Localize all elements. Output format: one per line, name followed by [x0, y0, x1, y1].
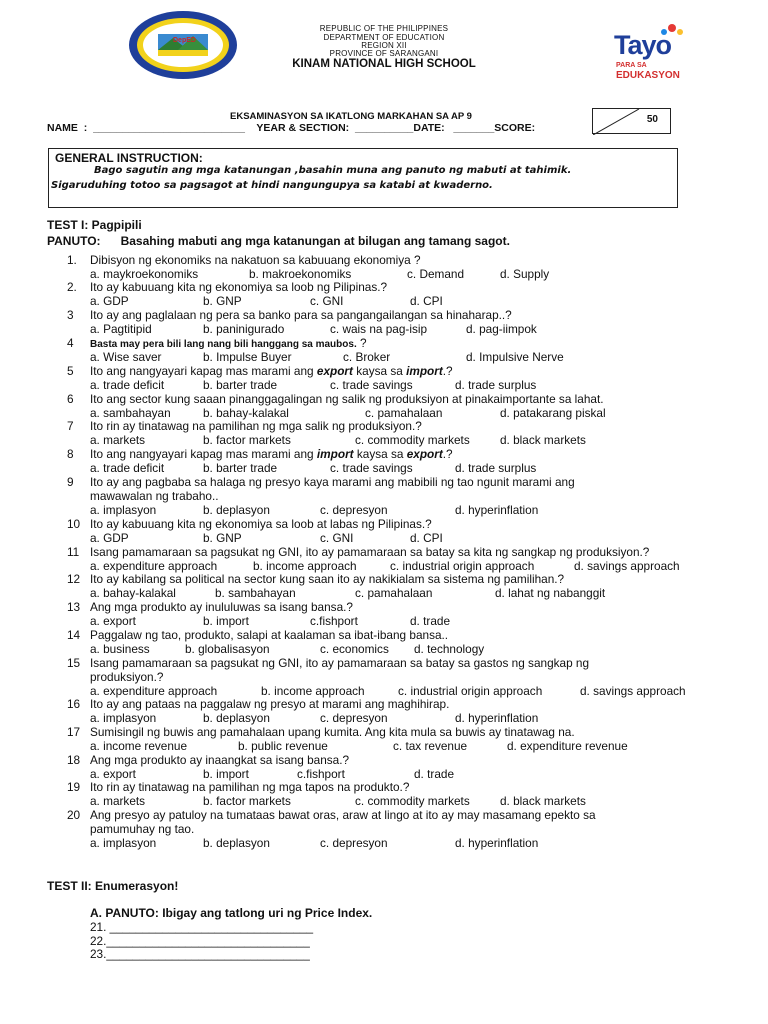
q19-option-b[interactable]: b. factor markets: [203, 794, 291, 808]
q12-option-b[interactable]: b. sambahayan: [215, 586, 296, 600]
q2-option-a[interactable]: a. GDP: [90, 294, 129, 308]
q17-option-d[interactable]: d. expenditure revenue: [507, 739, 628, 753]
q19-option-a[interactable]: a. markets: [90, 794, 146, 808]
q1-option-d[interactable]: d. Supply: [500, 267, 550, 281]
header-region: REGION XII: [361, 41, 407, 50]
instruction-line-2: Sigaruduhing totoo sa pagsagot at hindi nangungupya sa katabi at kwaderno.: [51, 180, 493, 191]
q4-option-c[interactable]: c. Broker: [343, 350, 391, 364]
q20-option-b[interactable]: b. deplasyon: [203, 836, 270, 850]
q13-option-a[interactable]: a. export: [90, 614, 136, 628]
q16-option-d[interactable]: d. hyperinflation: [455, 711, 539, 725]
q2-option-b[interactable]: b. GNP: [203, 294, 242, 308]
test2-title: TEST II: Enumerasyon!: [47, 879, 179, 893]
question-11: 11 Isang pamamaraan sa pagsukat ng GNI, ito ay pamamaraan sa batay sa kita ng sangkap ng produksiyon.?: [67, 545, 650, 559]
q19-option-c[interactable]: c. commodity markets: [355, 794, 470, 808]
q15-option-a[interactable]: a. expenditure approach: [90, 684, 218, 698]
q4-option-d[interactable]: d. Impulsive Nerve: [466, 350, 564, 364]
question-1: 1. Dibisyon ng ekonomiks na nakatuon sa kabuuang ekonomiya ?: [67, 253, 421, 267]
q8-option-b[interactable]: b. barter trade: [203, 461, 278, 475]
q3-option-d[interactable]: d. pag-iimpok: [466, 322, 537, 336]
q12-option-c[interactable]: c. pamahalaan: [355, 586, 433, 600]
question-3: 3 Ito ay ang paglalaan ng pera sa banko para sa pangangailangan sa hinaharap..?: [67, 308, 512, 322]
instruction-line-1: Bago sagutin ang mga katanungan ,basahin muna ang panuto ng mabuti at tahimik.: [94, 165, 572, 176]
question-12: 12 Ito ay kabilang sa political na sector kung saan ito ay nakikialam sa sistema ng pamilihan.?: [67, 572, 565, 586]
logo-sub2-text: EDUKASYON: [616, 70, 680, 81]
question-2: 2. Ito ay kabuuang kita ng ekonomiya sa loob ng Pilipinas.?: [67, 280, 388, 294]
q15-option-d[interactable]: d. savings approach: [580, 684, 686, 698]
q9-option-d[interactable]: d. hyperinflation: [455, 503, 539, 517]
question-15-cont: produksiyon.?: [90, 670, 164, 684]
question-10: 10 Ito ay kabuuang kita ng ekonomiya sa loob at labas ng Pilipinas.?: [67, 517, 432, 531]
answer-line-21[interactable]: 21. _______________________________: [90, 920, 314, 934]
q15-option-b[interactable]: b. income approach: [261, 684, 365, 698]
question-9: 9 Ito ay ang pagbaba sa halaga ng presyo kaya marami ang mabibili ng tao ngunit marami ang: [67, 475, 575, 489]
q10-option-a[interactable]: a. GDP: [90, 531, 129, 545]
instruction-title: GENERAL INSTRUCTION:: [55, 151, 203, 165]
q4-option-a[interactable]: a. Wise saver: [90, 350, 162, 364]
q4-option-b[interactable]: b. Impulse Buyer: [203, 350, 292, 364]
q11-option-b[interactable]: b. income approach: [253, 559, 357, 573]
q7-option-d[interactable]: d. black markets: [500, 433, 586, 447]
question-15: 15 Isang pamamaraan sa pagsukat ng GNI, ito ay pamamaraan sa batay sa gastos ng sangkap ng: [67, 656, 590, 670]
answer-line-23[interactable]: 23._______________________________: [90, 947, 310, 961]
q1-option-c[interactable]: c. Demand: [407, 267, 465, 281]
seal-text: DepED: [173, 37, 196, 44]
q11-option-d[interactable]: d. savings approach: [574, 559, 680, 573]
q6-option-b[interactable]: b. bahay-kalakal: [203, 406, 289, 420]
header-province: PROVINCE OF SARANGANI: [329, 49, 439, 58]
q7-option-b[interactable]: b. factor markets: [203, 433, 291, 447]
q10-option-c[interactable]: c. GNI: [320, 531, 354, 545]
q16-option-b[interactable]: b. deplasyon: [203, 711, 270, 725]
q2-option-c[interactable]: c. GNI: [310, 294, 344, 308]
q18-option-c[interactable]: c.fishport: [297, 767, 345, 781]
question-5: 5 Ito ang nangyayari kapag mas marami ang export kaysa sa import.?: [67, 364, 453, 378]
q2-option-d[interactable]: d. CPI: [410, 294, 443, 308]
q15-option-c[interactable]: c. industrial origin approach: [398, 684, 543, 698]
q13-option-c[interactable]: c.fishport: [310, 614, 358, 628]
question-4: 4 Basta may pera bili lang nang bili hanggang sa maubos. ?: [67, 336, 367, 350]
q12-option-a[interactable]: a. bahay-kalakal: [90, 586, 176, 600]
q9-option-c[interactable]: c. depresyon: [320, 503, 388, 517]
q5-option-a[interactable]: a. trade deficit: [90, 378, 165, 392]
q19-option-d[interactable]: d. black markets: [500, 794, 586, 808]
q13-option-b[interactable]: b. import: [203, 614, 249, 628]
q6-option-a[interactable]: a. sambahayan: [90, 406, 171, 420]
q10-option-b[interactable]: b. GNP: [203, 531, 242, 545]
q5-option-b[interactable]: b. barter trade: [203, 378, 278, 392]
header-republic: REPUBLIC OF THE PHILIPPINES: [319, 24, 449, 33]
logo-sub1-text: PARA SA: [616, 62, 647, 69]
question-17: 17 Sumisingil ng buwis ang pamahalaan upang kumita. Ang kita mula sa buwis ay tinatawag na.: [67, 725, 575, 739]
q20-option-c[interactable]: c. depresyon: [320, 836, 388, 850]
logo-main-text: Tayo: [614, 30, 672, 60]
q8-option-a[interactable]: a. trade deficit: [90, 461, 165, 475]
q14-option-d[interactable]: d. technology: [414, 642, 485, 656]
q20-option-d[interactable]: d. hyperinflation: [455, 836, 539, 850]
answer-line-22[interactable]: 22._______________________________: [90, 934, 310, 948]
q18-option-b[interactable]: b. import: [203, 767, 249, 781]
q8-option-c[interactable]: c. trade savings: [330, 461, 413, 475]
question-6: 6 Ito ang sector kung saaan pinanggagalingan ng salik ng produksiyon at pinakaimportante sa lahat.: [67, 392, 604, 406]
q17-option-b[interactable]: b. public revenue: [238, 739, 328, 753]
q16-option-a[interactable]: a. implasyon: [90, 711, 157, 725]
q10-option-d[interactable]: d. CPI: [410, 531, 443, 545]
question-8: 8 Ito ang nangyayari kapag mas marami ang import kaysa sa export.?: [67, 447, 453, 461]
tayo-edukasyon-logo: [612, 22, 692, 82]
general-instruction-box: [48, 148, 678, 208]
exam-title: EKSAMINASYON SA IKATLONG MARKAHAN SA AP 9: [230, 111, 472, 122]
header-department: DEPARTMENT OF EDUCATION: [323, 33, 445, 42]
q6-option-c[interactable]: c. pamahalaan: [365, 406, 443, 420]
question-18: 18 Ang mga produkto ay inaangkat sa isang bansa.?: [67, 753, 350, 767]
q11-option-c[interactable]: c. industrial origin approach: [390, 559, 535, 573]
q1-option-a[interactable]: a. maykroekonomiks: [90, 267, 199, 281]
q9-option-a[interactable]: a. implasyon: [90, 503, 157, 517]
q9-option-b[interactable]: b. deplasyon: [203, 503, 270, 517]
name-row: NAME : __________________________ YEAR & SECTION: __________DATE: _______SCORE:: [47, 122, 536, 134]
q13-option-d[interactable]: d. trade: [410, 614, 451, 628]
question-16: 16 Ito ay ang pataas na paggalaw ng presyo at marami ang maghihirap.: [67, 697, 450, 711]
q14-option-a[interactable]: a. business: [90, 642, 150, 656]
question-7: 7 Ito rin ay tinatawag na pamilihan ng mga salik ng produksiyon.?: [67, 419, 422, 433]
q20-option-a[interactable]: a. implasyon: [90, 836, 157, 850]
question-19: 19 Ito rin ay tinatawag na pamilihan ng mga tapos na produkto.?: [67, 780, 410, 794]
q5-option-d[interactable]: d. trade surplus: [455, 378, 537, 392]
q16-option-c[interactable]: c. depresyon: [320, 711, 388, 725]
q5-option-c[interactable]: c. trade savings: [330, 378, 413, 392]
q18-option-d[interactable]: d. trade: [414, 767, 455, 781]
question-13: 13 Ang mga produkto ay inululuwas sa isang bansa.?: [67, 600, 353, 614]
q18-option-a[interactable]: a. export: [90, 767, 136, 781]
q11-option-a[interactable]: a. expenditure approach: [90, 559, 218, 573]
question-9-cont: mawawalan ng trabaho..: [90, 489, 219, 503]
q3-option-b[interactable]: b. paninigurado: [203, 322, 285, 336]
question-14: 14 Paggalaw ng tao, produkto, salapi at kaalaman sa ibat-ibang bansa..: [67, 628, 449, 642]
q3-option-a[interactable]: a. Pagtitipid: [90, 322, 152, 336]
test2-panuto: A. PANUTO: Ibigay ang tatlong uri ng Price Index.: [90, 906, 373, 920]
q14-option-b[interactable]: b. globalisasyon: [185, 642, 270, 656]
q17-option-a[interactable]: a. income revenue: [90, 739, 188, 753]
question-20: 20 Ang presyo ay patuloy na tumataas bawat oras, araw at lingo at ito ay may masamang epekto sa: [67, 808, 596, 822]
test1-title: TEST I: Pagpipili: [47, 218, 142, 232]
test1-panuto: PANUTO: Basahing mabuti ang mga katanungan at bilugan ang tamang sagot.: [47, 234, 510, 248]
q7-option-c[interactable]: c. commodity markets: [355, 433, 470, 447]
school-name: KINAM NATIONAL HIGH SCHOOL: [292, 58, 476, 70]
q14-option-c[interactable]: c. economics: [320, 642, 389, 656]
question-20-cont: pamumuhay ng tao.: [90, 822, 195, 836]
score-box: [592, 108, 671, 134]
q17-option-c[interactable]: c. tax revenue: [393, 739, 468, 753]
score-total: 50: [646, 114, 658, 125]
q12-option-d[interactable]: d. lahat ng nabanggit: [495, 586, 606, 600]
q3-option-c[interactable]: c. wais na pag-isip: [330, 322, 428, 336]
q8-option-d[interactable]: d. trade surplus: [455, 461, 537, 475]
q1-option-b[interactable]: b. makroekonomiks: [249, 267, 352, 281]
q6-option-d[interactable]: d. patakarang piskal: [500, 406, 606, 420]
q7-option-a[interactable]: a. markets: [90, 433, 146, 447]
